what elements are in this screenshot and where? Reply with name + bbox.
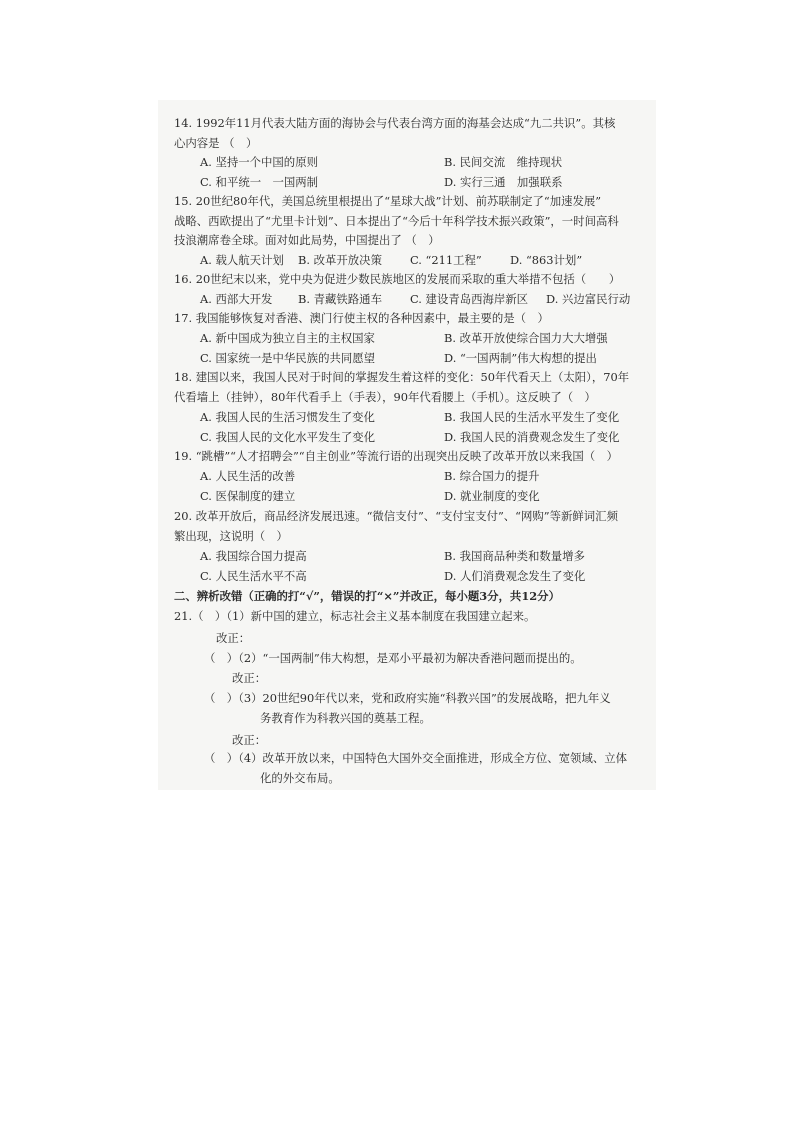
q15-option-b: B. 改革开放决策 xyxy=(298,253,382,267)
q15-line-3: 技浪潮席卷全球。面对如此局势，中国提出了 （ ） xyxy=(174,233,440,247)
q17-line-1: 17. 我国能够恢复对香港、澳门行使主权的各种因素中，最主要的是（ ） xyxy=(174,311,549,325)
q14-option-a: A. 坚持一个中国的原则 xyxy=(200,155,318,169)
q15-option-a: A. 载人航天计划 xyxy=(200,253,284,267)
q21-item-2-correction: 改正： xyxy=(232,671,267,685)
q14-line-1: 14. 1992年11月代表大陆方面的海协会与代表台湾方面的海基会达成“九二共识”。其核 xyxy=(174,116,616,130)
q19-option-d: D. 就业制度的变化 xyxy=(444,489,540,503)
q20-option-a: A. 我国综合国力提高 xyxy=(200,549,307,563)
q20-option-b: B. 我国商品种类和数量增多 xyxy=(444,549,585,563)
q15-option-c: C. “211工程” xyxy=(410,253,482,267)
q14-option-c: C. 和平统一 一国两制 xyxy=(200,175,319,189)
q16-option-b: B. 青藏铁路通车 xyxy=(298,292,382,306)
q18-option-b: B. 我国人民的生活水平发生了变化 xyxy=(444,410,620,424)
q15-option-d: D. “863计划” xyxy=(510,253,583,267)
q18-line-1: 18. 建国以来，我国人民对于时间的掌握发生着这样的变化：50年代看天上（太阳），70年 xyxy=(174,370,630,384)
q19-line-1: 19. “跳槽”“人才招聘会”“自主创业”等流行语的出现突出反映了改革开放以来我国（ ） xyxy=(174,449,618,463)
q21-item-3-line-1: （ ）（3）20世纪90年代以来，党和政府实施“科教兴国”的发展战略，把九年义 xyxy=(204,691,611,705)
q20-option-d: D. 人们消费观念发生了变化 xyxy=(444,569,586,583)
q16-option-a: A. 西部大开发 xyxy=(200,292,273,306)
q19-option-c: C. 医保制度的建立 xyxy=(200,489,296,503)
q14-option-b: B. 民间交流 维持现状 xyxy=(444,155,563,169)
q19-option-a: A. 人民生活的改善 xyxy=(200,469,296,483)
q20-option-c: C. 人民生活水平不高 xyxy=(200,569,307,583)
q16-line-1: 16. 20世纪末以来，党中央为促进少数民族地区的发展而采取的重大举措不包括（ ） xyxy=(174,272,621,286)
q19-option-b: B. 综合国力的提升 xyxy=(444,469,540,483)
q18-line-2: 代看墙上（挂钟），80年代看手上（手表），90年代看腰上（手机）。这反映了（ ） xyxy=(174,390,596,404)
q21-item-2: （ ）（2）“一国两制”伟大构想，是邓小平最初为解决香港问题而提出的。 xyxy=(204,651,582,665)
q21-item-3-correction: 改正： xyxy=(232,733,267,747)
q21-item-1-correction: 改正： xyxy=(216,631,251,645)
q17-option-b: B. 改革开放使综合国力大大增强 xyxy=(444,331,608,345)
q15-line-2: 战略、西欧提出了“尤里卡计划”、日本提出了“今后十年科学技术振兴政策”，一时间高科 xyxy=(174,214,619,228)
q14-option-d: D. 实行三通 加强联系 xyxy=(444,175,563,189)
q17-option-a: A. 新中国成为独立自主的主权国家 xyxy=(200,331,375,345)
q18-option-d: D. 我国人民的消费观念发生了变化 xyxy=(444,430,620,444)
q17-option-d: D. “一国两制”伟大构想的提出 xyxy=(444,351,597,365)
q20-line-2: 繁出现，这说明（ ） xyxy=(174,529,288,543)
q21-item-4-line-1: （ ）（4）改革开放以来，中国特色大国外交全面推进，形成全方位、宽领域、立体 xyxy=(204,751,628,765)
q21-item-3-line-2: 务教育作为科教兴国的奠基工程。 xyxy=(260,711,431,725)
q16-option-c: C. 建设青岛西海岸新区 xyxy=(410,292,529,306)
q21-item-4-line-2: 化的外交布局。 xyxy=(260,771,340,785)
q18-option-a: A. 我国人民的生活习惯发生了变化 xyxy=(200,410,375,424)
q18-option-c: C. 我国人民的文化水平发生了变化 xyxy=(200,430,376,444)
q14-line-2: 心内容是 （ ） xyxy=(174,136,258,150)
q16-option-d: D. 兴边富民行动 xyxy=(546,292,631,306)
q17-option-c: C. 国家统一是中华民族的共同愿望 xyxy=(200,351,376,365)
q21-item-1: 21.（ ）（1）新中国的建立，标志社会主义基本制度在我国建立起来。 xyxy=(174,609,536,623)
section-2-heading: 二、辨析改错（正确的打“√”，错误的打“×”并改正，每小题3分，共12分） xyxy=(174,589,560,603)
q15-line-1: 15. 20世纪80年代，美国总统里根提出了“星球大战”计划、前苏联制定了“加速发展” xyxy=(174,194,602,208)
q20-line-1: 20. 改革开放后，商品经济发展迅速。“微信支付”、“支付宝支付”、“网购”等新鲜词汇频 xyxy=(174,509,618,523)
